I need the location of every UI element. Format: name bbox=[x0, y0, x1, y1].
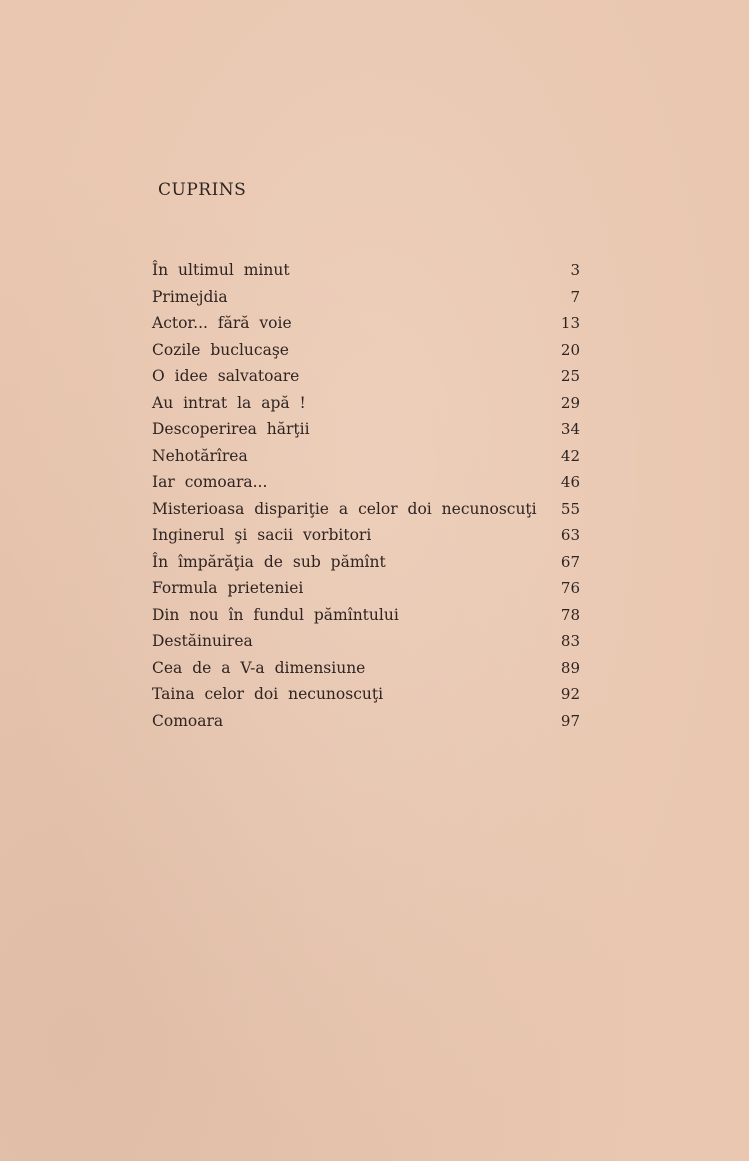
toc-entry-title: Cozile buclucaşe bbox=[152, 340, 289, 359]
toc-entry-page: 97 bbox=[560, 711, 580, 730]
toc-entry bbox=[152, 443, 580, 470]
toc-entry bbox=[152, 363, 580, 390]
toc-entry bbox=[152, 602, 580, 629]
toc-entry bbox=[152, 708, 580, 735]
toc-entry-page: 25 bbox=[560, 367, 580, 385]
toc-entry bbox=[152, 469, 580, 496]
toc-entry bbox=[152, 549, 580, 576]
toc-entry-title: Destăinuirea bbox=[152, 632, 253, 650]
toc-entry bbox=[152, 284, 580, 311]
toc-entry-title: Formula prieteniei bbox=[152, 579, 304, 597]
table-of-contents bbox=[152, 257, 580, 734]
toc-entry-page: 55 bbox=[560, 499, 580, 518]
toc-entry bbox=[152, 522, 580, 549]
toc-entry-page: 13 bbox=[560, 314, 580, 332]
toc-entry-title: Misterioasa dispariţie a celor doi necunoscuţi bbox=[152, 499, 537, 518]
toc-entry bbox=[152, 416, 580, 443]
toc-entry-title: Inginerul şi sacii vorbitori bbox=[152, 526, 372, 544]
toc-entry-page: 20 bbox=[560, 340, 580, 359]
toc-entry-page: 42 bbox=[560, 446, 580, 465]
toc-entry-title: În împărăţia de sub pămînt bbox=[152, 552, 386, 571]
toc-entry bbox=[152, 310, 580, 337]
toc-entry-title: Actor... fără voie bbox=[152, 314, 292, 332]
toc-entry-page: 3 bbox=[570, 261, 580, 279]
toc-entry bbox=[152, 655, 580, 682]
toc-entry-page: 89 bbox=[560, 658, 580, 677]
toc-entry bbox=[152, 257, 580, 284]
toc-entry-page: 76 bbox=[560, 579, 580, 597]
toc-entry bbox=[152, 628, 580, 655]
toc-entry bbox=[152, 681, 580, 708]
toc-entry-title: Din nou în fundul pămîntului bbox=[152, 605, 399, 624]
toc-entry bbox=[152, 575, 580, 602]
toc-entry bbox=[152, 390, 580, 417]
toc-entry-page: 92 bbox=[560, 685, 580, 703]
toc-entry-title: Descoperirea hărţii bbox=[152, 420, 310, 438]
toc-entry-page: 7 bbox=[570, 287, 580, 306]
toc-entry-page: 46 bbox=[560, 473, 580, 491]
toc-entry-title: Taina celor doi necunoscuţi bbox=[152, 685, 384, 703]
toc-entry-title: Au intrat la apă ! bbox=[152, 393, 306, 412]
toc-entry-title: În ultimul minut bbox=[152, 261, 290, 279]
toc-entry-page: 29 bbox=[560, 393, 580, 412]
toc-entry-title: Comoara bbox=[152, 711, 224, 730]
toc-entry bbox=[152, 337, 580, 364]
toc-entry-page: 67 bbox=[560, 552, 580, 571]
contents-heading: CUPRINS bbox=[158, 180, 247, 200]
toc-entry-title: Cea de a V-a dimensiune bbox=[152, 658, 366, 677]
toc-entry-title: Iar comoara... bbox=[152, 473, 268, 491]
toc-entry bbox=[152, 496, 580, 523]
toc-entry-title: Primejdia bbox=[152, 287, 228, 306]
toc-entry-page: 78 bbox=[560, 605, 580, 624]
toc-entry-page: 83 bbox=[560, 632, 580, 650]
toc-entry-title: O idee salvatoare bbox=[152, 367, 300, 385]
toc-entry-title: Nehotărîrea bbox=[152, 446, 248, 465]
toc-entry-page: 34 bbox=[560, 420, 580, 438]
toc-entry-page: 63 bbox=[560, 526, 580, 544]
